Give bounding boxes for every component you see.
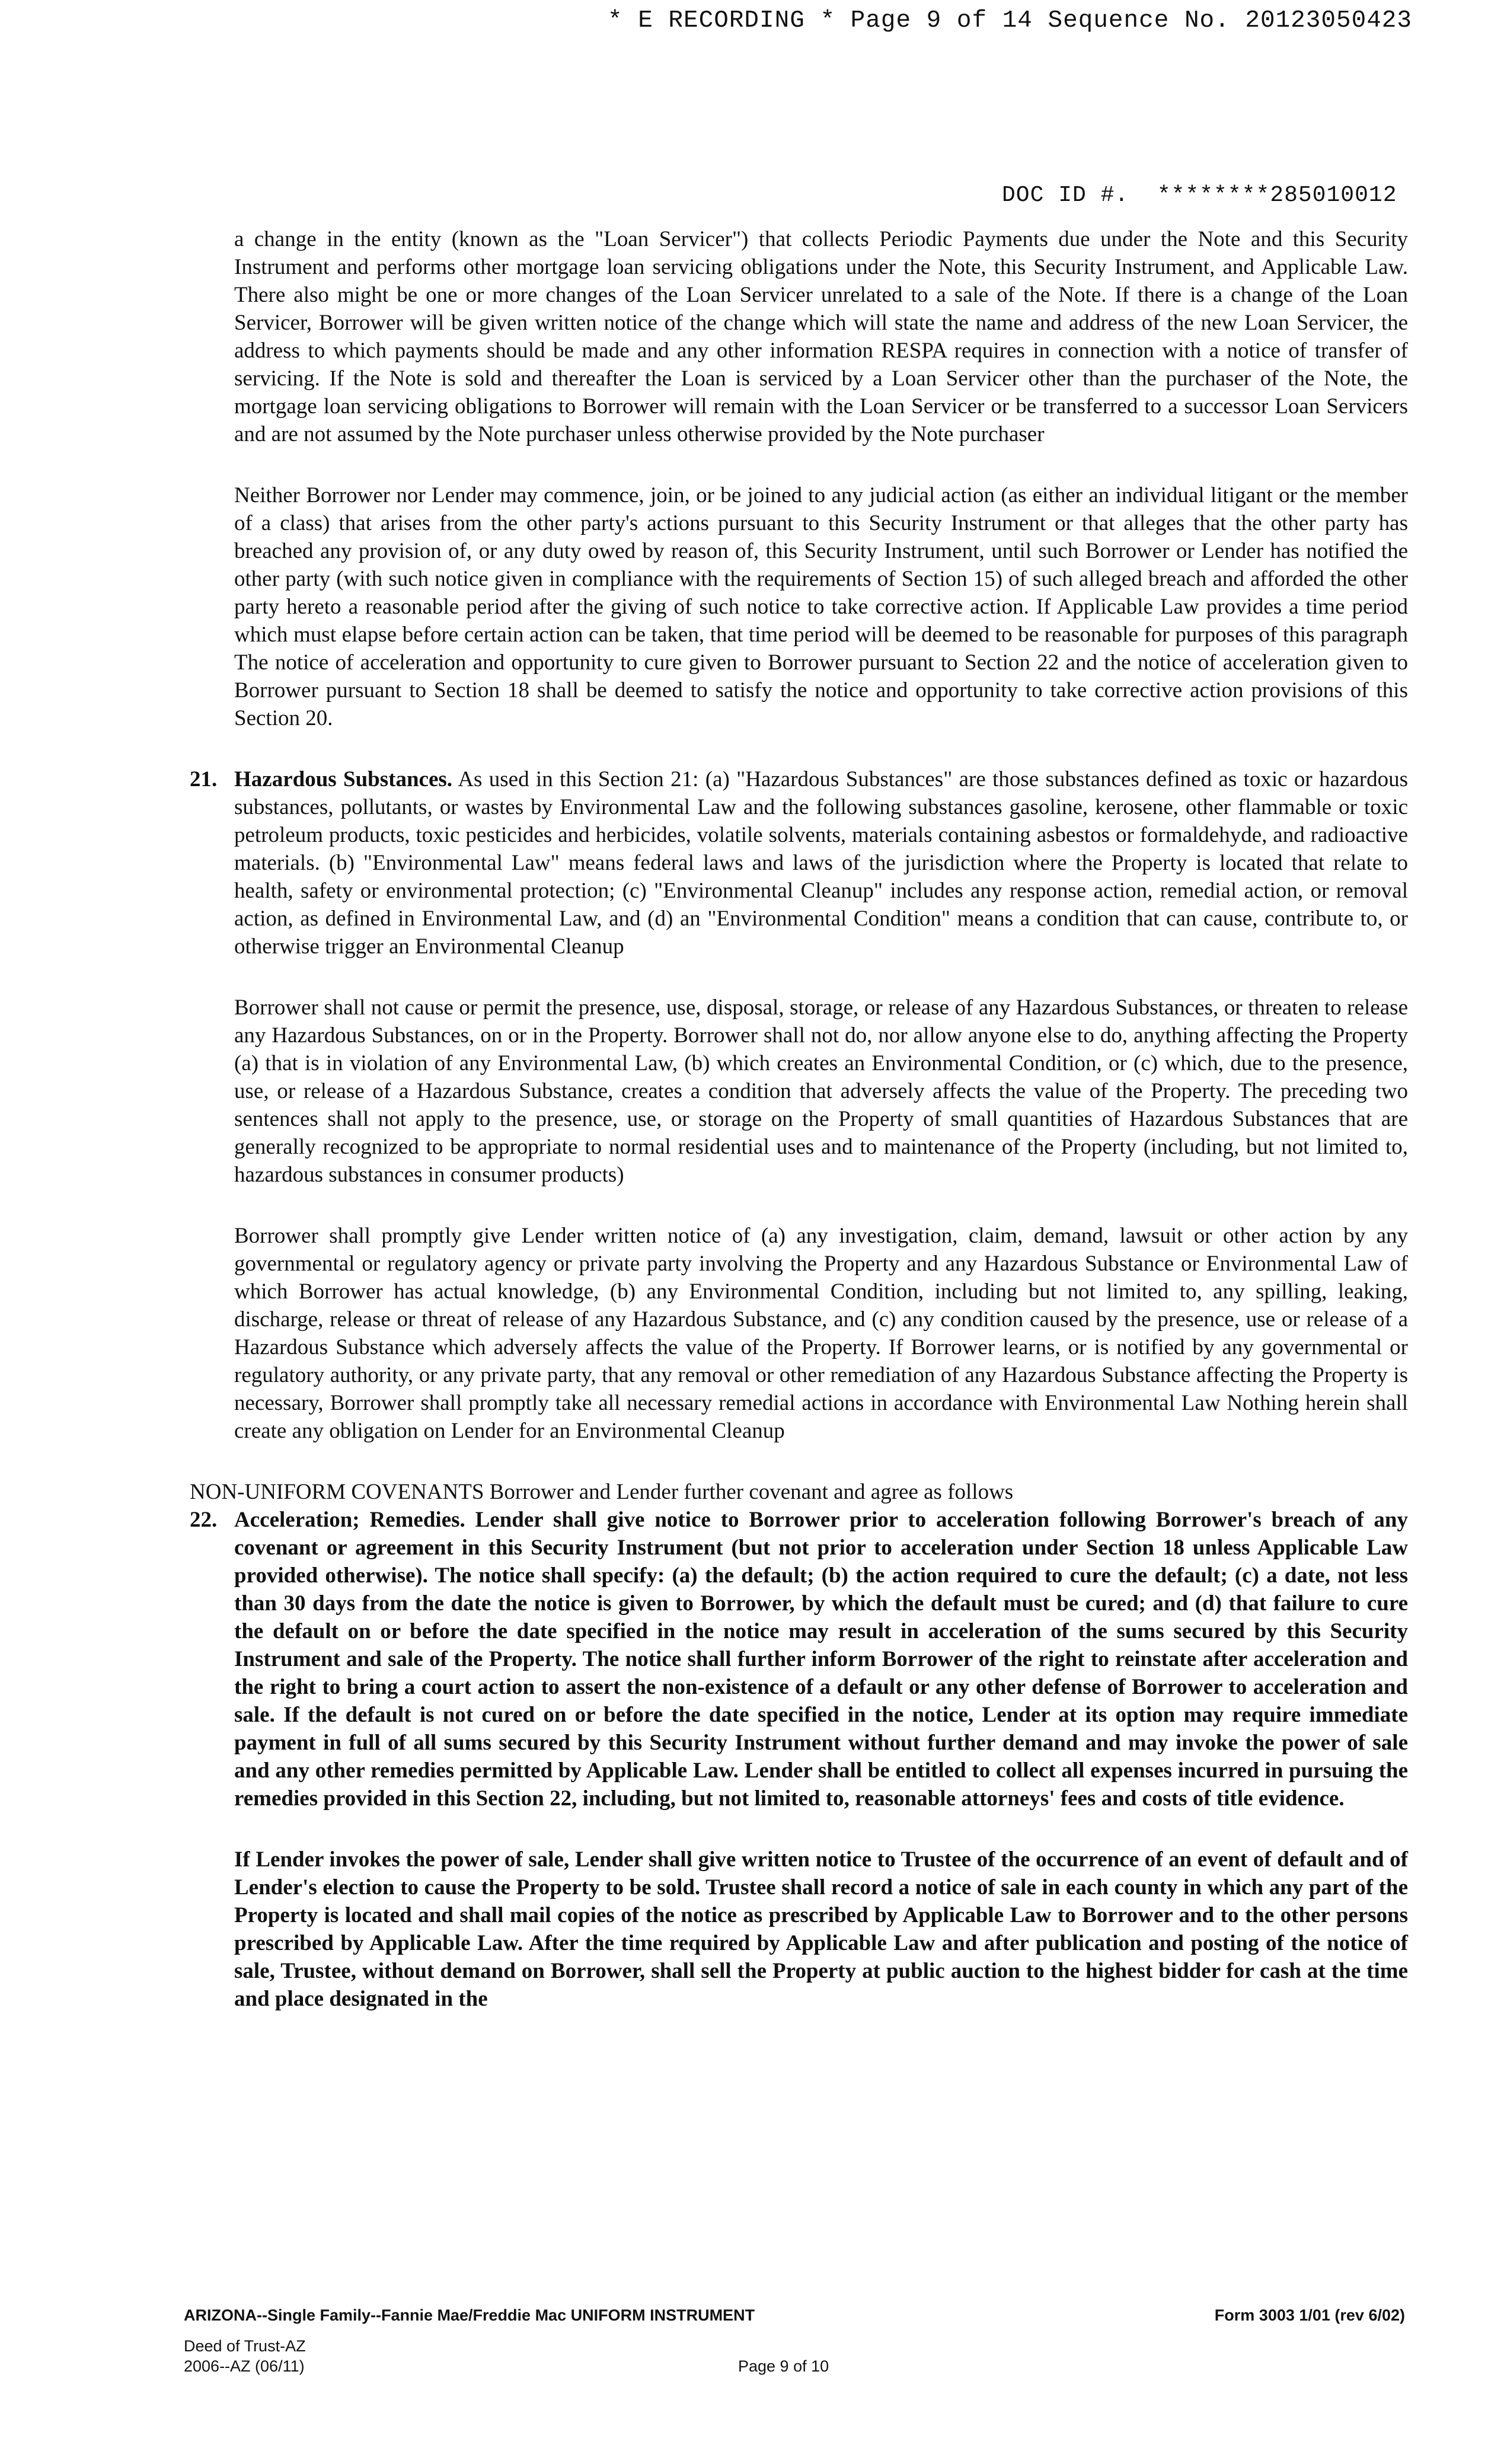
section-22-number: 22. [190,1508,218,1532]
paragraph-loan-servicer: a change in the entity (known as the "Loan Servicer") that collects Periodic Payments due under the Note and this Security Instrument and performs other mortgage loan servicing obligations under the Note, this Security Instrument, and Applicable Law. There also might be one or more changes of the Loan Servicer unrelated to a sale of the Note. If there is a change of the Loan Servicer, Borrower will be given written notice of the change which will state the name and address of the new Loan Servicer, the address to which payments should be made and any other information RESPA requires in connection with a notice of transfer of servicing. If the Note is sold and thereafter the Loan is serviced by a Loan Servicer other than the purchaser of the Note, the mortgage loan servicing obligations to Borrower will remain with the Loan Servicer or be transferred to a successor Loan Servicers and are not assumed by the Note purchaser unless otherwise provided by the Note purchaser [234,227,1408,446]
section-21-text: As used in this Section 21: (a) "Hazardous Substances" are those substances defined as toxic or hazardous substances, pollutants, or wastes by Environmental Law and the following substances gasoline, kerosene, other flammable or toxic petroleum products, toxic pesticides and herbicides, volatile solvents, materials containing asbestos or formaldehyde, and radioactive materials. (b) "Environmental Law" means federal laws and laws of the jurisdiction where the Property is located that relate to health, safety or environmental protection; (c) "Environmental Cleanup" includes any response action, remedial action, or removal action, as defined in Environmental Law, and (d) an "Environmental Condition" means a condition that can cause, contribute to, or otherwise trigger an Environmental Cleanup [234,767,1409,959]
footer-page-number: Page 9 of 10 [738,2357,829,2375]
recording-header: * E RECORDING * Page 9 of 14 Sequence No. 20123050423 [608,7,1413,34]
section-21-paragraph-2: Borrower shall not cause or permit the presence, use, disposal, storage, or release of any Hazardous Substances, or threaten to release any Hazardous Substances, on or in the Property. Borrower shall not do, nor allow anyone else to do, anything affecting the Property (a) that is in violation of any Environmental Law, (b) which creates an Environmental Condition, or (c) which, due to the presence, use, or release of a Hazardous Substance, creates a condition that adversely affects the value of the Property. The preceding two sentences shall not apply to the presence, use, or storage on the Property of small quantities of Hazardous Substances that are generally recognized to be appropriate to normal residential uses and to maintenance of the Property (including, but not limited to, hazardous substances in consumer products) [234,995,1408,1187]
section-22-text: Lender shall give notice to Borrower prior to acceleration following Borrower's breach of any covenant or agreement in this Security Instrument (but not prior to acceleration under Section 18 unless Applicable Law provided otherwise). The notice shall specify: (a) the default; (b) the action required to cure the default; (c) a date, not less than 30 days from the date the notice is given to Borrower, by which the default must be cured; and (d) that failure to cure the default on or before the date specified in the notice may result in acceleration of the sums secured by this Security Instrument and sale of the Property. The notice shall further inform Borrower of the right to reinstate after acceleration and the right to bring a court action to assert the non-existence of a default or any other defense of Borrower to acceleration and sale. If the default is not cured on or before the date specified in the notice, Lender at its option may require immediate payment in full of all sums secured by this Security Instrument without further demand and may invoke the power of sale and any other remedies permitted by Applicable Law. Lender shall be entitled to collect all expenses incurred in pursuing the remedies provided in this Section 22, including, but not limited to, reasonable attorneys' fees and costs of title evidence. [234,1508,1408,1811]
footer-form-number: Form 3003 1/01 (rev 6/02) [1214,2306,1405,2324]
section-21 [190,765,1409,1445]
paragraph-notice-of-grievance: Neither Borrower nor Lender may commence, join, or be joined to any judicial action (as either an individual litigant or the member of a class) that arises from the other party's actions pursuant to this Security Instrument or that alleges that the other party has breached any provision of, or any duty owed by reason of, this Security Instrument, until such Borrower or Lender has notified the other party (with such notice given in compliance with the requirements of Section 15) of such alleged breach and afforded the other party hereto a reasonable period after the giving of such notice to take corrective action. If Applicable Law provides a time period which must elapse before certain action can be taken, that time period will be deemed to be reasonable for purposes of this paragraph The notice of acceleration and opportunity to cure given to Borrower pursuant to Section 22 and the notice of acceleration given to Borrower pursuant to Section 18 shall be deemed to satisfy the notice and opportunity to take corrective action provisions of this Section 20. [234,483,1408,730]
footer-instrument: ARIZONA--Single Family--Fannie Mae/Freddie Mac UNIFORM INSTRUMENT [184,2306,755,2324]
section-22-paragraph-2: If Lender invokes the power of sale, Lender shall give written notice to Trustee of the occurrence of an event of default and of Lender's election to cause the Property to be sold. Trustee shall record a notice of sale in each county in which any part of the Property is located and shall mail copies of the notice as prescribed by Applicable Law to Borrower and to the other persons prescribed by Applicable Law. After the time required by Applicable Law and after publication and posting of the notice of sale, Trustee, without demand on Borrower, shall sell the Property at public auction to the highest bidder for cash at the time and place designated in the [234,1847,1408,2011]
section-21-number: 21. [190,767,218,791]
footer-deed-title: Deed of Trust-AZ [184,2337,306,2355]
section-21-paragraph-3: Borrower shall promptly give Lender written notice of (a) any investigation, claim, demand, lawsuit or other action by any governmental or regulatory agency or private party involving the Property and any Hazardous Substance or Environmental Law of which Borrower has actual knowledge, (b) any Environmental Condition, including but not limited to, any spilling, leaking, discharge, release or threat of release of any Hazardous Substance, and (c) any condition caused by the presence, use or release of a Hazardous Substance which adversely affects the value of the Property. If Borrower learns, or is notified by any governmental or regulatory authority, or any private party, that any removal or other remediation of any Hazardous Substance affecting the Property is necessary, Borrower shall promptly take all necessary remedial actions in accordance with Environmental Law Nothing herein shall create any obligation on Lender for an Environmental Cleanup [234,1224,1408,1443]
section-21-paragraph-1 [234,765,1408,960]
footer-form-code: 2006--AZ (06/11) [184,2357,305,2375]
section-22-paragraph-1 [234,1506,1408,1812]
section-22 [190,1506,1408,2013]
section-22-title: Acceleration; Remedies. [234,1508,465,1532]
doc-id: DOC ID #. ********285010012 [1002,183,1397,208]
non-uniform-covenants-heading: NON-UNIFORM COVENANTS Borrower and Lender further covenant and agree as follows [190,1480,1014,1504]
section-21-title: Hazardous Substances. [234,767,453,791]
document-body [190,225,1409,2046]
